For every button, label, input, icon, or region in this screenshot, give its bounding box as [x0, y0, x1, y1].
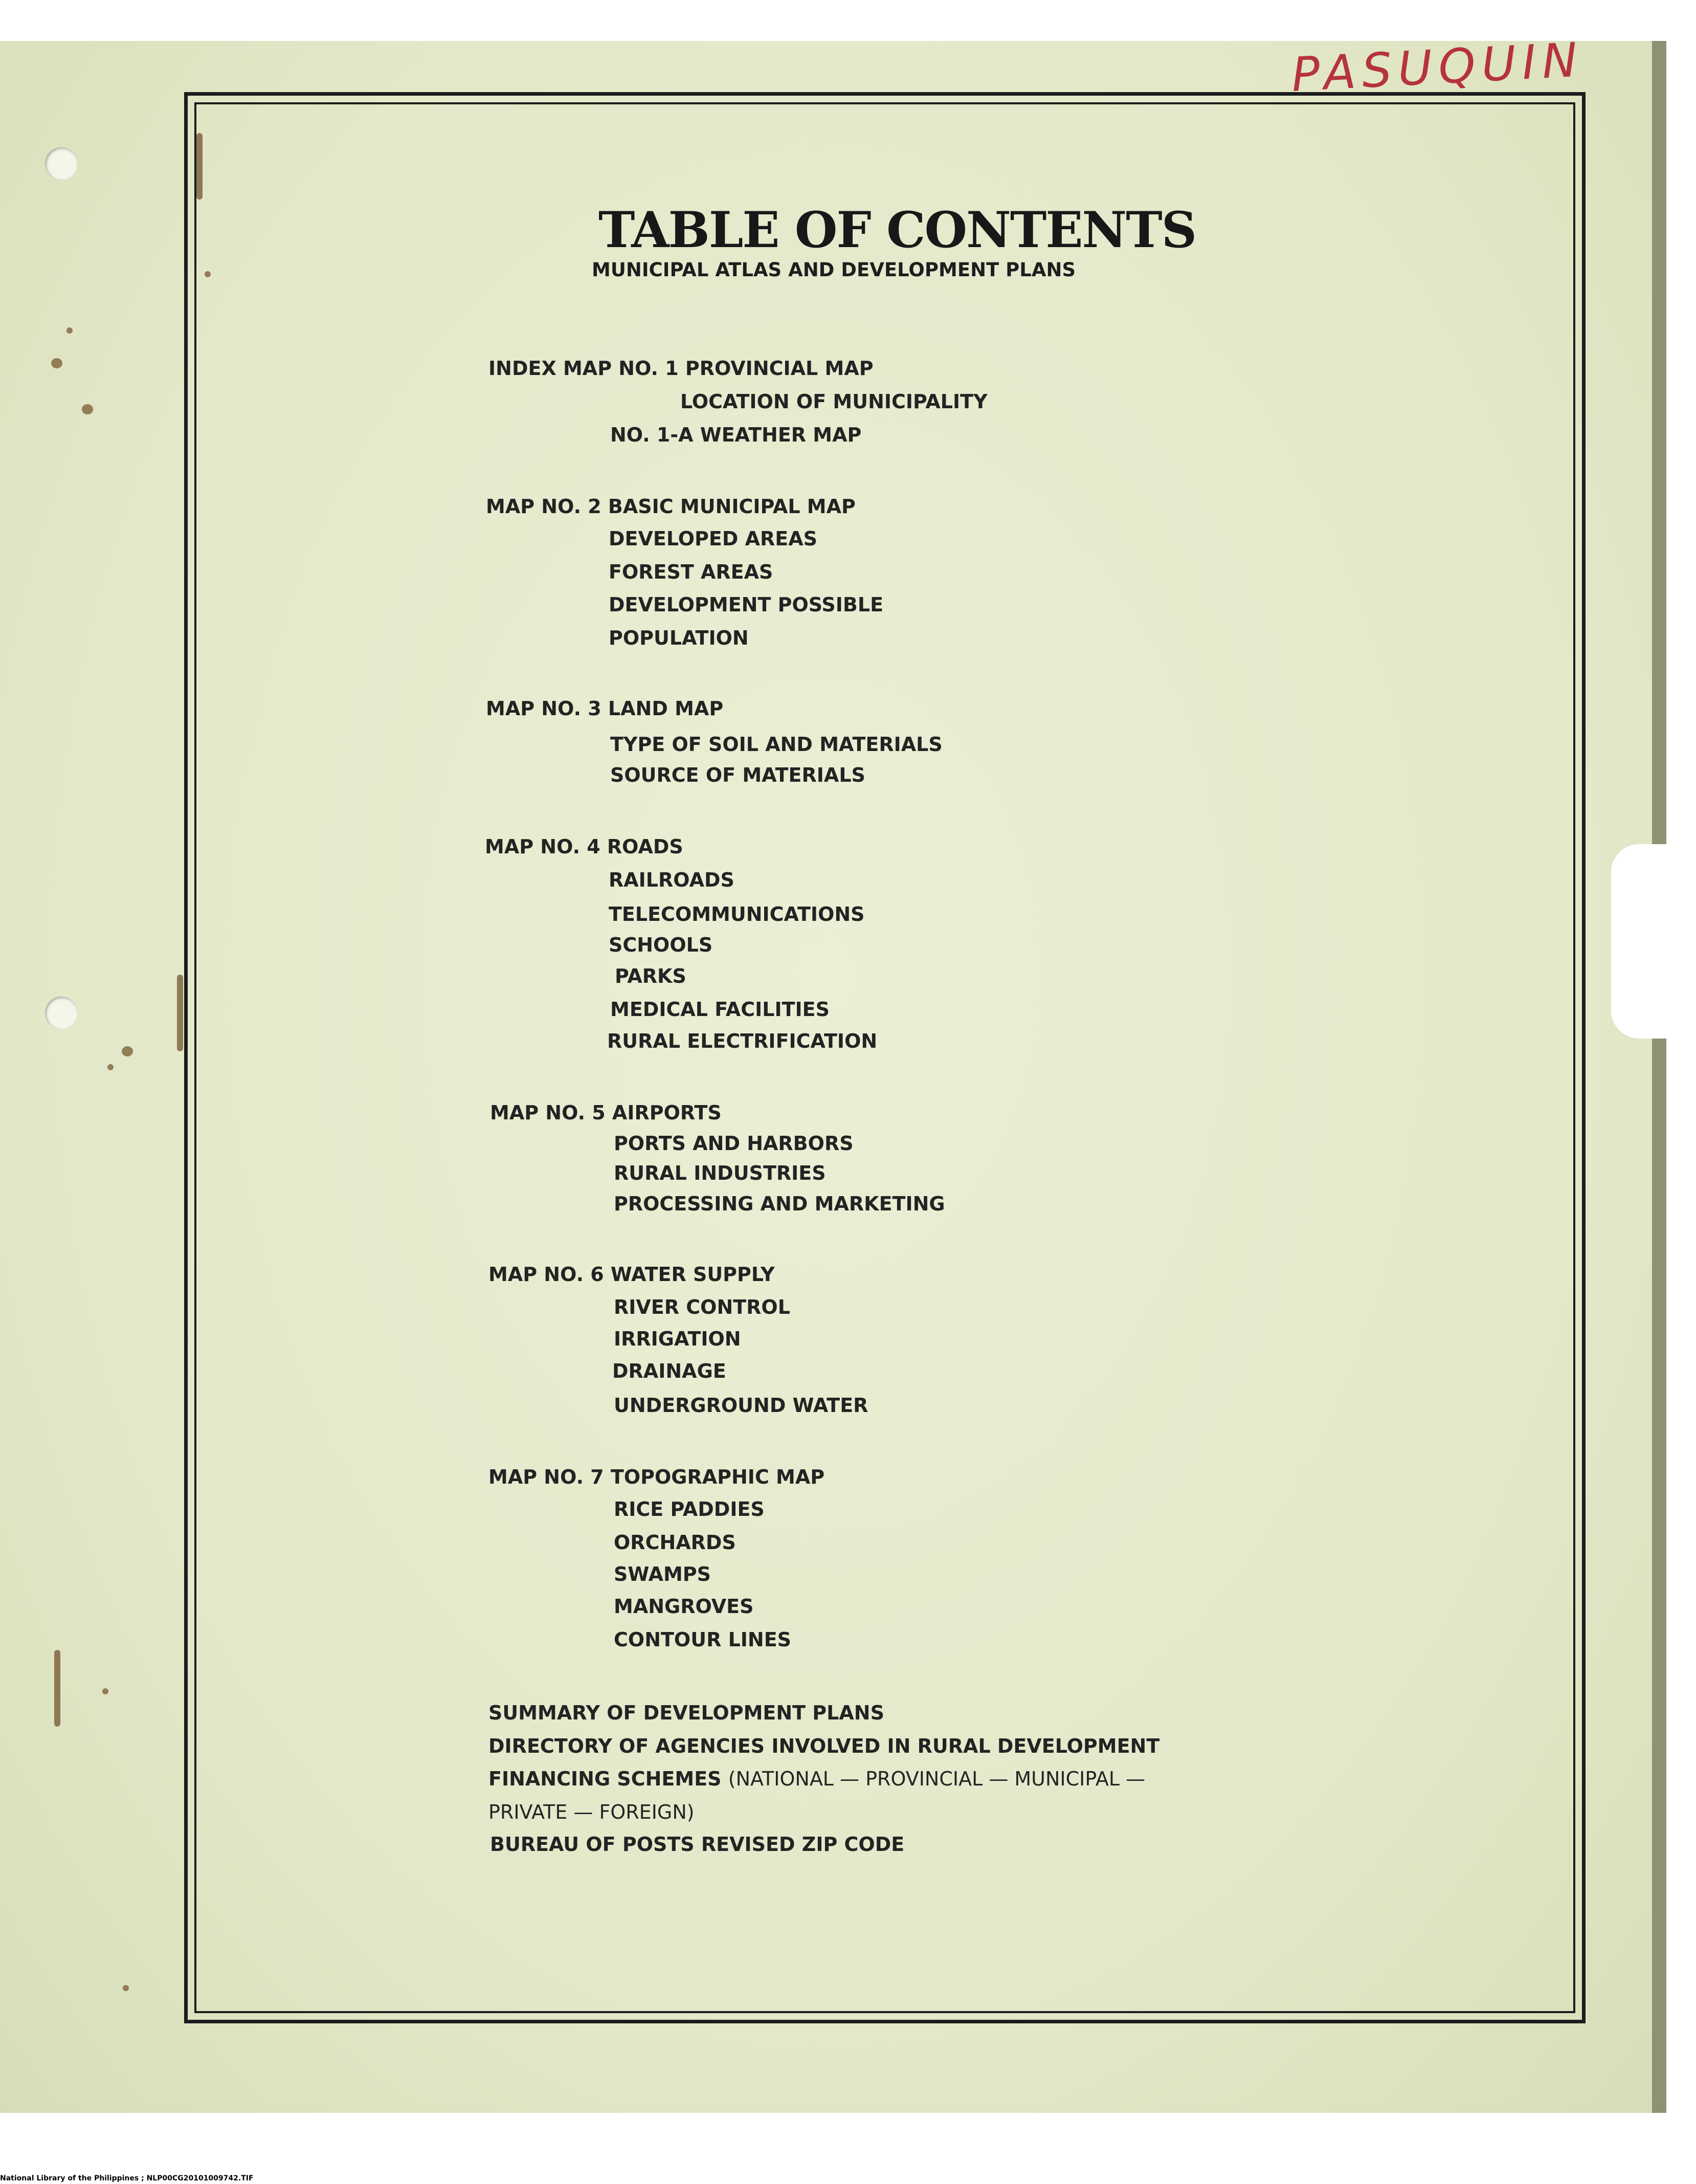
toc-item: DEVELOPED AREAS — [609, 527, 818, 550]
toc-item: UNDERGROUND WATER — [614, 1394, 868, 1417]
toc-item: RURAL ELECTRIFICATION — [607, 1030, 878, 1052]
toc-item: ORCHARDS — [614, 1531, 736, 1554]
page-title: TABLE OF CONTENTS — [598, 201, 1196, 259]
toc-item: FOREST AREAS — [609, 561, 773, 583]
toc-zip-code: BUREAU OF POSTS REVISED ZIP CODE — [490, 1833, 905, 1856]
toc-item: RURAL INDUSTRIES — [614, 1162, 826, 1184]
toc-heading-map2: MAP NO. 2 BASIC MUNICIPAL MAP — [486, 495, 856, 518]
rust-spot — [51, 358, 62, 368]
toc-financing-label: FINANCING SCHEMES — [488, 1768, 722, 1790]
toc-financing — [488, 1766, 1145, 1792]
rust-spot — [82, 404, 93, 414]
toc-heading-map7: MAP NO. 7 TOPOGRAPHIC MAP — [488, 1466, 825, 1488]
binder-hole-middle — [45, 997, 78, 1029]
toc-item: RIVER CONTROL — [614, 1296, 790, 1318]
toc-item: DRAINAGE — [612, 1360, 726, 1382]
toc-heading-map5: MAP NO. 5 AIRPORTS — [490, 1101, 722, 1124]
toc-item: TYPE OF SOIL AND MATERIALS — [610, 733, 943, 756]
toc-item: PORTS AND HARBORS — [614, 1132, 854, 1155]
torn-tab-cutout — [1611, 844, 1667, 1039]
toc-heading-map3: MAP NO. 3 LAND MAP — [486, 697, 724, 720]
toc-item: CONTOUR LINES — [614, 1628, 792, 1651]
toc-item: RAILROADS — [609, 869, 734, 891]
toc-item: LOCATION OF MUNICIPALITY — [680, 390, 988, 413]
toc-financing-detail: (NATIONAL — PROVINCIAL — MUNICIPAL — — [728, 1768, 1146, 1790]
rust-spot — [122, 1046, 133, 1056]
toc-item: RICE PADDIES — [614, 1498, 765, 1520]
toc-item: PROCESSING AND MARKETING — [614, 1193, 945, 1215]
rust-spot — [123, 1985, 129, 1991]
binder-hole-top — [45, 147, 78, 180]
toc-item: MEDICAL FACILITIES — [610, 998, 830, 1021]
toc-item: SOURCE OF MATERIALS — [610, 764, 865, 786]
toc-item: MANGROVES — [614, 1595, 754, 1618]
rust-streak — [177, 975, 183, 1051]
toc-item: NO. 1-A WEATHER MAP — [610, 424, 862, 446]
toc-directory: DIRECTORY OF AGENCIES INVOLVED IN RURAL DEVELOPMENT — [488, 1735, 1160, 1757]
toc-item: TELECOMMUNICATIONS — [609, 903, 865, 925]
toc-item: SCHOOLS — [609, 934, 713, 956]
toc-item: DEVELOPMENT POSSIBLE — [609, 593, 884, 616]
toc-heading-map6: MAP NO. 6 WATER SUPPLY — [488, 1263, 775, 1286]
toc-item: PARKS — [615, 965, 686, 987]
toc-item: IRRIGATION — [614, 1328, 741, 1350]
rust-streak — [54, 1650, 60, 1727]
toc-item: SWAMPS — [614, 1563, 711, 1585]
paper-edge-shadow — [1652, 41, 1666, 2113]
toc-heading-map1: INDEX MAP NO. 1 PROVINCIAL MAP — [488, 357, 874, 380]
rust-spot — [102, 1688, 108, 1694]
toc-summary: SUMMARY OF DEVELOPMENT PLANS — [488, 1702, 884, 1724]
rust-spot — [66, 327, 73, 334]
toc-heading-map4: MAP NO. 4 ROADS — [485, 835, 683, 858]
toc-financing-continued: PRIVATE — FOREIGN) — [488, 1801, 695, 1823]
handwritten-municipality-label: PASUQUIN — [1290, 32, 1585, 102]
toc-item: POPULATION — [609, 627, 749, 649]
scan-footer-caption: National Library of the Philippines ; NLP00CG20101009742.TIF — [0, 2174, 254, 2182]
rust-spot — [107, 1064, 114, 1070]
page-subtitle: MUNICIPAL ATLAS AND DEVELOPMENT PLANS — [592, 259, 1076, 281]
